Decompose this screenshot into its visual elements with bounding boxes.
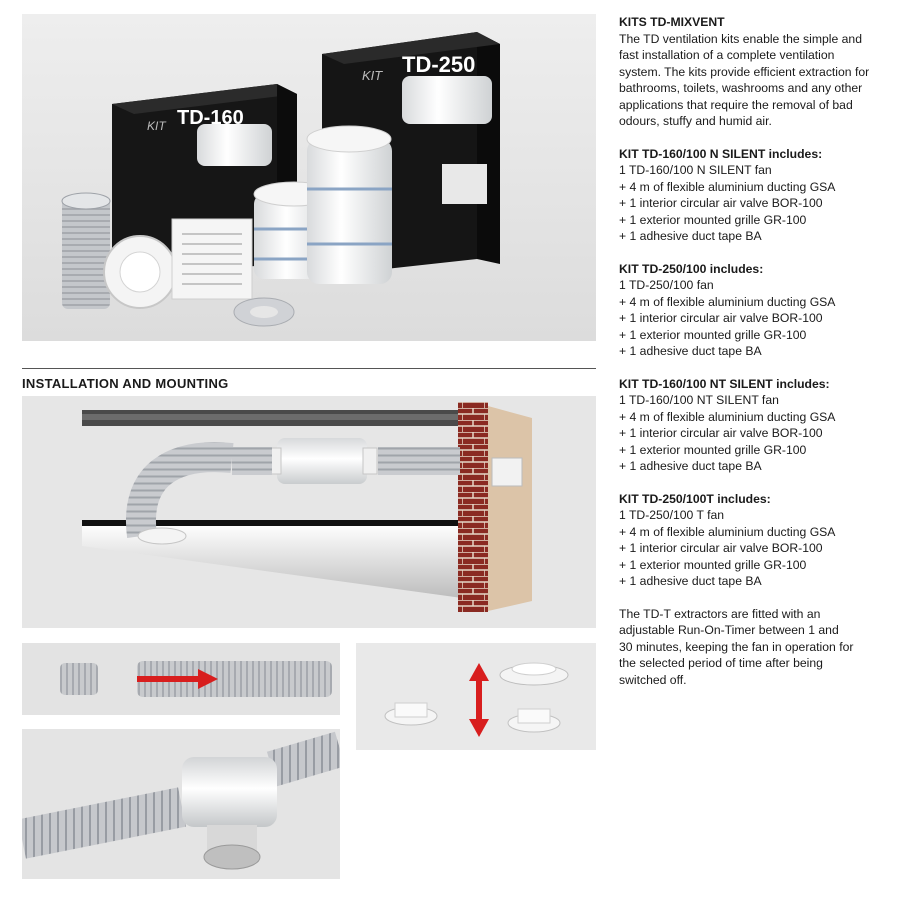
kit-item: + 1 interior circular air valve BOR-100 [619, 196, 823, 210]
kit-item: + 1 exterior mounted grille GR-100 [619, 212, 807, 227]
kit-item: 1 TD-160/100 N SILENT fan [619, 163, 772, 177]
exterior-grille [172, 219, 252, 299]
fan-ducting-photo [22, 729, 340, 879]
kit-item: + 1 adhesive duct tape BA [619, 229, 762, 243]
inline-fan [277, 438, 367, 484]
kit-item: + 1 adhesive duct tape BA [619, 459, 762, 473]
brick-wall [458, 402, 488, 612]
large-box-kit-word: KIT [362, 68, 383, 83]
inline-fan-photo [182, 757, 277, 827]
kit-item: 1 TD-160/100 NT SILENT fan [619, 393, 779, 407]
kits-product-photo [22, 14, 596, 341]
kit-item: + 1 exterior mounted grille GR-100 [619, 557, 807, 572]
installation-diagram [22, 396, 596, 628]
kit-title: KIT TD-250/100 includes: [619, 261, 764, 276]
kit-item: + 1 adhesive duct tape BA [619, 344, 762, 358]
kit-item: + 4 m of flexible aluminium ducting GSA [619, 179, 836, 194]
installation-heading: INSTALLATION AND MOUNTING [22, 376, 229, 391]
duct-roll [62, 193, 110, 309]
kit-item: 1 TD-250/100 fan [619, 278, 714, 292]
kit-item: + 4 m of flexible aluminium ducting GSA [619, 409, 836, 424]
kit-item: + 1 exterior mounted grille GR-100 [619, 442, 807, 457]
fan-large [307, 126, 392, 284]
small-box-kit-word: KIT [147, 119, 166, 133]
installation-illustration [22, 396, 596, 628]
kit-item: 1 TD-250/100 T fan [619, 508, 725, 522]
intro-line: fast installation of a complete ventilation [619, 48, 835, 62]
valve-assembly-photo [356, 643, 596, 750]
kit-title: KIT TD-160/100 N SILENT includes: [619, 146, 823, 161]
intro-line: The TD ventilation kits enable the simple and [619, 31, 862, 46]
timer-note-line: the selected period of time after being [619, 656, 823, 670]
intro-line: bathrooms, toilets, washrooms and any other [619, 81, 863, 95]
kit-title: KIT TD-250/100T includes: [619, 491, 771, 506]
timer-note-line: 30 minutes, keeping the fan in operation for [619, 639, 854, 654]
duct-right [272, 749, 340, 769]
large-box-label: TD-250 [402, 52, 476, 77]
kit-item: + 1 interior circular air valve BOR-100 [619, 311, 823, 325]
intro-line: system. The kits provide efficient extraction for [619, 64, 870, 79]
intro-line: applications that require the removal of bad [619, 97, 853, 112]
air-valve [104, 236, 176, 308]
kit-item: + 1 exterior mounted grille GR-100 [619, 327, 807, 342]
section-divider [22, 368, 596, 369]
small-box-label: TD-160 [177, 107, 244, 129]
kit-description-column [619, 14, 904, 688]
timer-note-line: switched off. [619, 672, 687, 687]
duct-extension-photo [22, 643, 340, 715]
kit-item: + 4 m of flexible aluminium ducting GSA [619, 524, 836, 539]
kit-item: + 1 interior circular air valve BOR-100 [619, 426, 823, 440]
intro-title: KITS TD-MIXVENT [619, 15, 725, 29]
kit-item: + 4 m of flexible aluminium ducting GSA [619, 294, 836, 309]
kits-product-illustration [22, 14, 596, 341]
timer-note-line: adjustable Run-On-Timer between 1 and [619, 623, 839, 637]
compressed-duct [60, 663, 98, 695]
kit-item: + 1 adhesive duct tape BA [619, 574, 762, 588]
timer-note-line: The TD-T extractors are fitted with an [619, 606, 821, 621]
kit-title: KIT TD-160/100 NT SILENT includes: [619, 376, 830, 391]
kit-item: + 1 interior circular air valve BOR-100 [619, 541, 823, 555]
duct-tape-roll [234, 298, 294, 326]
intro-line: odours, stuffy and humid air. [619, 114, 772, 128]
